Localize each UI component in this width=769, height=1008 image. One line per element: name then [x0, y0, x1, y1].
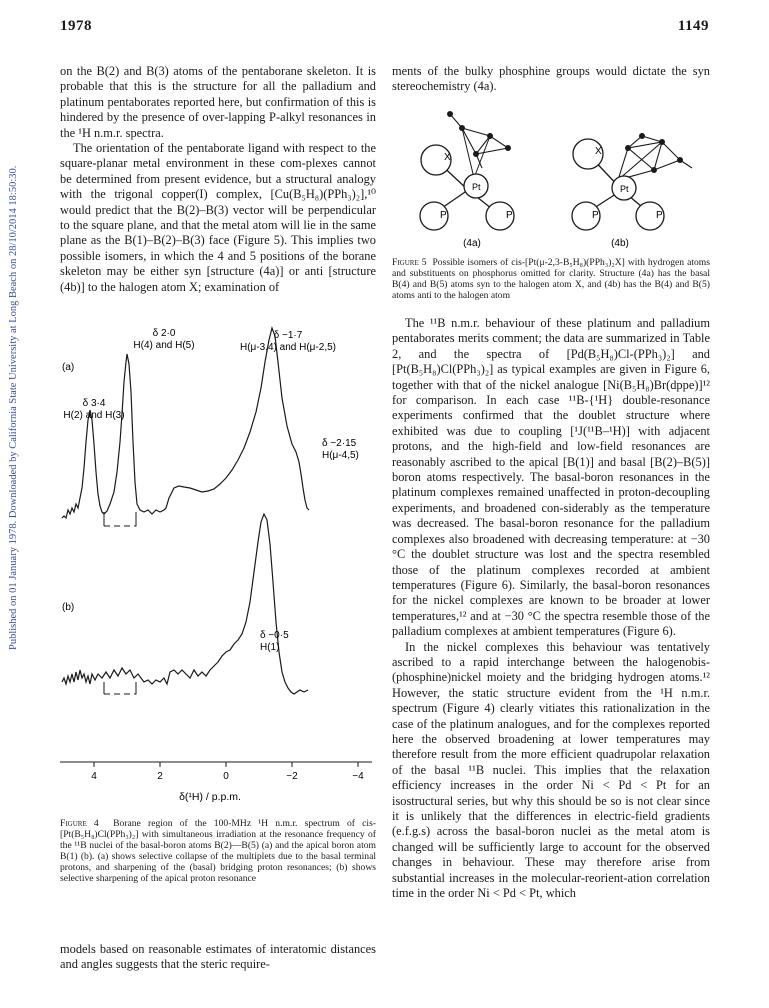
- tick-label: 0: [223, 771, 229, 782]
- tick-label: 4: [91, 771, 97, 782]
- peak-label: H(μ-3,4) and H(μ-2,5): [240, 342, 336, 353]
- peak-label: H(μ-4,5): [322, 450, 359, 461]
- left-column-top: [60, 64, 376, 295]
- atom-label: P: [592, 210, 599, 221]
- peak-label-shift: δ −1·7: [273, 330, 303, 341]
- atom-label: P: [440, 210, 447, 221]
- spectrum-trace-b: [62, 514, 308, 694]
- structure-label: (4b): [611, 238, 629, 249]
- paragraph: on the B(2) and B(3) atoms of the pentaborane skeleton. It is probable that this is the structure for all the palladium and platinum pentaborates reported here, but confirmation of this is hindered by the presence of over-lapping P-alkyl resonances in the ¹H n.m.r. spectra.: [60, 64, 376, 140]
- paragraph: In the nickel complexes this behaviour was tentatively ascribed to a rapid interchange between the halogenobis-(phosphine)nickel moiety and the bridging hydrogen atoms.¹² However, the static structure evident from the ¹H n.m.r. spectrum (Figure 4) clearly vitiates this rationalization in the case of the platinum analogues, and for the complexes reported here the observed broadening at lower temperatures may therefore result from the more efficient quadrupolar relaxation of the basal ¹¹B nuclei. This implies that the relaxation efficiency increases in the order Ni < Pd < Pt for an isostructural series, but why this should be so is not clear since it is unlikely that the differences in electric-field gradients (e.f.g.s) across the basal-boron nuclei as the metal atom is changed will be sufficiently large to account for the observed changes in behaviour. These may therefore arise from substantial increases in the molecular-reorient-ation correlation time in the order Ni < Pd < Pt, which: [392, 639, 710, 901]
- download-watermark-text: Published on 01 January 1978. Downloaded by California State University at Long Beach on 28/10/2014 18:50:30.: [8, 165, 19, 650]
- structure-4b: [572, 133, 692, 249]
- peak-label-shift: δ 3·4: [82, 398, 106, 409]
- panel-label-a: (a): [62, 362, 75, 373]
- peak-label-shift: δ −2·15: [322, 438, 357, 449]
- paragraph: The orientation of the pentaborate ligand with respect to the square-planar metal environment in these com-plexes cannot be determined from present evidence, but a structural analogy with the trigonal copper(I) complex, [Cu(B₅H₈)(PPh₃)₂],¹⁰ would predict that the B(2)–B(3) vector will be perpendicular to the square plane, and that the metal atom will lie in the same plane as the B(1)–B(2)–B(3) face (Figure 5). This implies two possible isomers, in which the 4 and 5 positions of the borane skeleton may be either syn [structure (4a)] or anti [structure (4b)] to the halogen atom X; examination of: [60, 141, 376, 294]
- atom-label: P: [656, 210, 663, 221]
- caption-lead: Figure 5: [392, 257, 427, 268]
- atom-label: Pt: [472, 182, 481, 192]
- figure-5-caption: [392, 257, 710, 301]
- atom-label: X: [595, 146, 602, 157]
- tick-label: −2: [286, 771, 298, 782]
- tick-label: 2: [157, 771, 163, 782]
- atom-label: X: [444, 152, 451, 163]
- caption-text: Borane region of the 100-MHz ¹H n.m.r. spectrum of cis-[Pt(B₅H₈)Cl(PPh₃)₂] with simultaneous irradiation at the resonance frequency of the ¹¹B nuclei of the basal-boron atoms B(2)—B(5) (a) and the apical boron atom B(1) (b). (a) shows selective collapse of the multiplets due to the basal terminal protons, and sharpening of the (basal) bridging proton resonances; (b) shows selective sharpening of the apical proton resonance: [60, 818, 377, 884]
- figure-4-caption: [60, 818, 376, 884]
- tick-label: −4: [352, 771, 364, 782]
- paragraph: models based on reasonable estimates of interatomic distances and angles suggests that the steric require-: [60, 942, 376, 972]
- peak-label-shift: δ −0·5: [260, 630, 289, 641]
- x-axis-label: δ(¹H) / p.p.m.: [179, 791, 241, 803]
- x-axis-ticks: [91, 762, 364, 782]
- atom-label: P: [506, 210, 513, 221]
- page-number: 1149: [677, 18, 709, 34]
- atom-label: Pt: [620, 184, 629, 194]
- right-column-top: [392, 64, 710, 95]
- peak-label: H(4) and H(5): [133, 340, 195, 351]
- left-column-bottom: [60, 942, 376, 973]
- right-column-body: [392, 316, 710, 901]
- spectrum-trace-a: [62, 328, 309, 518]
- peak-label-shift: δ 2·0: [152, 328, 176, 339]
- structure-label: (4a): [463, 238, 481, 249]
- structure-4a: [420, 111, 514, 249]
- page-year: 1978: [60, 18, 92, 34]
- paragraph: The ¹¹B n.m.r. behaviour of these platinum and palladium pentaborates merits comment; the data are summarized in Table 2, and the spectra of [Pd(B₅H₈)Cl-(PPh₃)₂] and [Pt(B₅H₈)Cl(PPh₃)₂] as typical examples are given in Figure 6, together with that of the nickel analogue [Ni(B₅H₈)Br(dppe)]¹² for comparison. In each case ¹¹B-{¹H} double-resonance experiments confirmed that the doublet structure where exhibited was due to coupling [¹J(¹¹B–¹H)] with adjacent protons, and the high-field and low-field resonances are reasonably ascribed to the apical [B(1)] and basal [B(2)–B(5)] boron atoms respectively. The basal-boron resonances in the platinum complexes remained unaffected in proton-decoupling experiments, and broadened con-siderably as the temperature was decreased. The basal-boron resonance for the palladium complexes also broadened with decreasing temperature: at −30 °C the doublet structure was lost and the spectra resembled those of the platinum complexes recorded at ambient temperatures (Figure 6). Similarly, the basal-boron resonances for the nickel complexes are known to be broader at lower temperatures,¹² and at −30 °C the spectra resemble those of the palladium complexes at ambient temperatures (Figure 6).: [392, 316, 710, 639]
- paragraph: ments of the bulky phosphine groups would dictate the syn stereochemistry (4a).: [392, 64, 710, 94]
- peak-label: H(1): [260, 642, 280, 653]
- caption-text: Possible isomers of cis-[Pt(μ-2,3-B₅H₈)(PPh₃)₂X] with hydrogen atoms and substituents on phosphorus omitted for clarity. Structure (4a) has the basal B(4) and B(5) atoms syn to the halogen atom X, and (4b) has the B(4) and B(5) atoms anti to the halogen atom: [392, 257, 710, 301]
- panel-label-b: (b): [62, 602, 75, 613]
- figure-5-isomers: [392, 108, 710, 253]
- peak-label: H(2) and H(3): [63, 410, 125, 421]
- baseline-break-b: [104, 682, 136, 694]
- baseline-break-a: [104, 512, 136, 526]
- download-watermark: [6, 60, 20, 660]
- caption-lead: Figure 4: [60, 818, 99, 829]
- figure-4-spectrum: [60, 322, 378, 810]
